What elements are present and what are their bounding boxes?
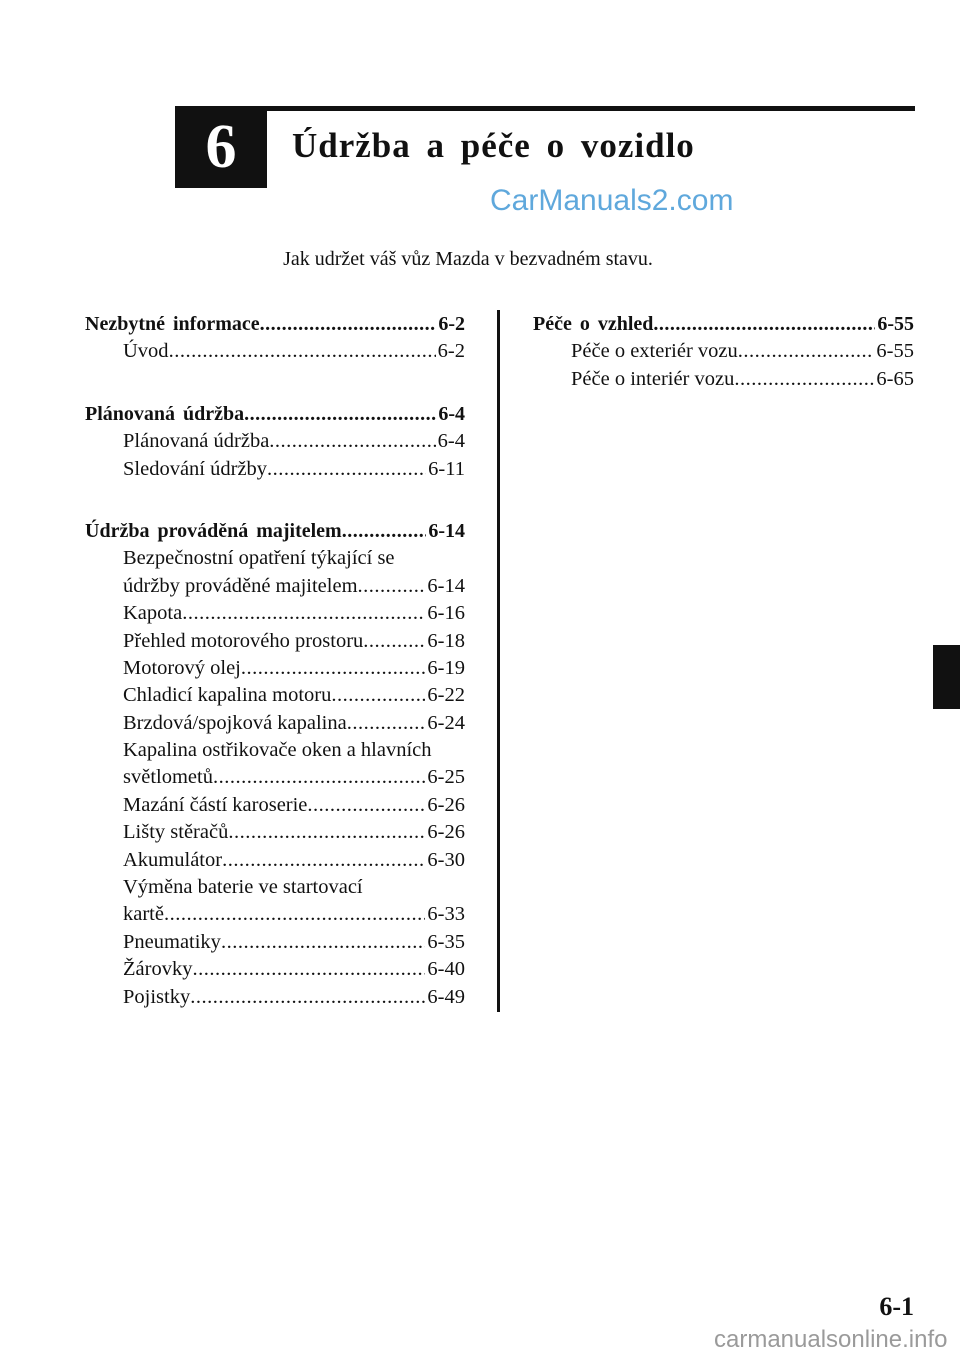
toc-entry-page: 6-18 (427, 629, 465, 652)
toc-entry-title: Přehled motorového prostoru (123, 629, 364, 652)
toc-entry[interactable] (85, 573, 465, 600)
toc-heading-page: 6-14 (428, 519, 465, 542)
chapter-subtitle: Jak udržet váš vůz Mazda v bezvadném stavu. (283, 248, 653, 270)
toc-entry-title: Kapota (123, 602, 183, 625)
toc-leader-dots (734, 366, 874, 393)
toc-entry-page: 6-26 (427, 821, 465, 844)
toc-entry[interactable] (85, 682, 465, 709)
toc-entry-title: Brzdová/spojková kapalina (123, 711, 347, 734)
toc-section (85, 311, 465, 366)
footer-watermark-url: carmanualsonline.info (714, 1326, 948, 1353)
toc-entry-page: 6-33 (427, 903, 465, 926)
toc-entry-title: Péče o interiér vozu (571, 367, 735, 390)
toc-entry-title: světlometů (123, 766, 213, 789)
toc-entry-title: Úvod (123, 340, 169, 363)
toc-entry[interactable] (85, 929, 465, 956)
toc-entry[interactable] (85, 628, 465, 655)
toc-entry-page: 6-22 (427, 684, 465, 707)
chapter-title: Údržba a péče o vozidlo (292, 126, 695, 165)
toc-leader-dots (363, 628, 425, 655)
toc-entry-title: kartě (123, 903, 164, 926)
toc-section-heading[interactable] (85, 518, 465, 545)
toc-entry-title: Chladicí kapalina motoru (123, 684, 332, 707)
toc-entry-page: 6-11 (428, 457, 465, 480)
toc-right-column (533, 311, 914, 428)
toc-heading-page: 6-55 (877, 313, 914, 335)
toc-entry-page: 6-14 (427, 574, 465, 597)
column-divider (497, 310, 500, 1012)
toc-leader-dots (241, 655, 426, 682)
toc-entry-page: 6-55 (876, 340, 914, 363)
toc-section-heading[interactable] (85, 401, 465, 428)
toc-entry-title: Motorový olej (123, 656, 241, 679)
toc-entry-page: 6-16 (427, 602, 465, 625)
toc-entry[interactable] (85, 710, 465, 737)
watermark-logo: CarManuals2.com (490, 184, 734, 217)
toc-leader-dots (221, 929, 425, 956)
toc-leader-dots (222, 847, 425, 874)
toc-entry-page: 6-26 (427, 793, 465, 816)
toc-section (85, 401, 465, 483)
toc-entry[interactable] (85, 456, 465, 483)
toc-entry[interactable] (85, 819, 465, 846)
toc-entry-title: Plánovaná údržba (123, 430, 270, 453)
toc-entry-page: 6-49 (427, 985, 465, 1008)
toc-leader-dots (269, 428, 435, 455)
toc-entry[interactable] (85, 792, 465, 819)
toc-leader-dots (342, 518, 427, 545)
toc-leader-dots (331, 682, 425, 709)
toc-heading-page: 6-4 (438, 402, 465, 425)
toc-entry[interactable] (85, 901, 465, 928)
toc-entry-first-line (85, 737, 465, 764)
toc-leader-dots (738, 338, 875, 365)
toc-entry-page: 6-25 (427, 766, 465, 789)
chapter-number-box (175, 106, 267, 188)
toc-entry[interactable] (533, 366, 914, 393)
toc-heading-page: 6-2 (438, 313, 465, 335)
toc-leader-dots (347, 710, 426, 737)
toc-entry-page: 6-40 (427, 958, 465, 981)
toc-heading-title: Nezbytné informace (85, 313, 260, 335)
toc-entry[interactable] (533, 338, 914, 365)
toc-entry[interactable] (85, 956, 465, 983)
toc-section-heading[interactable] (533, 311, 914, 338)
toc-entry-page: 6-24 (427, 711, 465, 734)
toc-leader-dots (164, 901, 425, 928)
toc-leader-dots (190, 984, 425, 1011)
toc-leader-dots (244, 401, 436, 428)
toc-section-heading[interactable] (85, 311, 465, 338)
toc-entry-first-line (85, 874, 465, 901)
toc-entry-title: Lišty stěračů (123, 821, 229, 844)
toc-heading-title: Plánovaná údržba (85, 402, 245, 425)
toc-entry[interactable] (85, 428, 465, 455)
toc-entry-title: Akumulátor (123, 848, 223, 871)
toc-leader-dots (653, 311, 875, 338)
toc-leader-dots (169, 338, 436, 365)
toc-entry-page: 6-30 (427, 848, 465, 871)
toc-leader-dots (307, 792, 425, 819)
toc-left-column (85, 311, 465, 1046)
toc-entry-page: 6-2 (437, 340, 465, 363)
toc-leader-dots (267, 456, 426, 483)
toc-entry-title: Sledování údržby (123, 457, 268, 480)
toc-entry[interactable] (85, 655, 465, 682)
toc-entry[interactable] (85, 600, 465, 627)
toc-entry-title: Mazání částí karoserie (123, 793, 308, 816)
toc-entry-page: 6-19 (427, 656, 465, 679)
toc-leader-dots (182, 600, 425, 627)
toc-entry-title: údržby prováděné majitelem (123, 574, 358, 597)
toc-entry-title: Pojistky (123, 985, 191, 1008)
toc-entry-title-line1: Kapalina ostřikovače oken a hlavních (123, 739, 432, 762)
toc-entry[interactable] (85, 764, 465, 791)
toc-entry-title: Péče o exteriér vozu (571, 340, 738, 363)
toc-section (85, 518, 465, 1011)
toc-leader-dots (358, 573, 426, 600)
toc-leader-dots (260, 311, 437, 338)
toc-entry-page: 6-4 (437, 430, 465, 453)
toc-leader-dots (192, 956, 425, 983)
toc-entry[interactable] (85, 338, 465, 365)
toc-entry[interactable] (85, 847, 465, 874)
toc-entry-title: Žárovky (123, 958, 193, 981)
toc-entry-first-line (85, 545, 465, 572)
toc-entry-title-line1: Výměna baterie ve startovací (123, 876, 363, 899)
toc-entry-page: 6-35 (427, 930, 465, 953)
toc-entry-title-line1: Bezpečnostní opatření týkající se (123, 547, 395, 570)
toc-heading-title: Péče o vzhled (533, 313, 654, 335)
toc-section (533, 311, 914, 393)
toc-leader-dots (228, 819, 425, 846)
toc-heading-title: Údržba prováděná majitelem (85, 519, 342, 542)
chapter-side-tab (933, 645, 960, 709)
toc-entry-page: 6-65 (876, 367, 914, 390)
chapter-number: 6 (205, 113, 237, 181)
toc-entry[interactable] (85, 984, 465, 1011)
toc-leader-dots (213, 764, 425, 791)
page-number: 6-1 (879, 1292, 914, 1321)
toc-entry-title: Pneumatiky (123, 930, 221, 953)
header-rule (175, 106, 915, 111)
